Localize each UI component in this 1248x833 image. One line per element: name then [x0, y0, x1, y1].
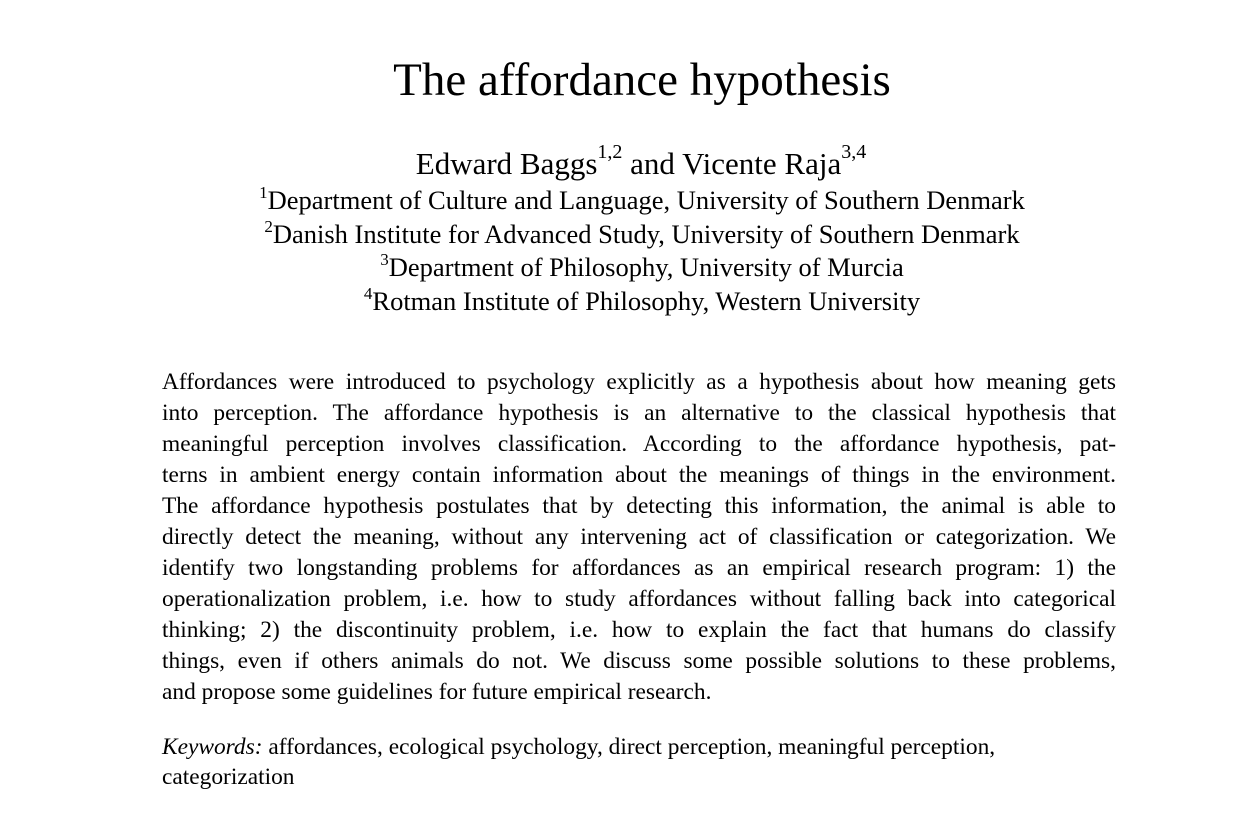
keywords-line: [162, 732, 1122, 762]
author-affiliation-marker: 3,4: [841, 141, 867, 163]
affiliation: [0, 285, 1248, 319]
keywords: [162, 732, 1122, 792]
keywords-label: Keywords:: [162, 734, 263, 760]
affiliation-number: 2: [264, 216, 273, 236]
abstract-line: identify two longstanding problems for affordances as an empirical research program: 1) the: [162, 555, 1116, 581]
abstract-line: thinking; 2) the discontinuity problem, i.e. how to explain the fact that humans do classify: [162, 617, 1116, 643]
author-line: [0, 141, 1248, 183]
affiliation-text: Department of Culture and Language, University of Southern Denmark: [267, 185, 1025, 215]
abstract-line: terns in ambient energy contain information about the meanings of things in the environment.: [162, 462, 1116, 488]
abstract-line: things, even if others animals do not. We discuss some possible solutions to these problems,: [162, 648, 1116, 674]
author-name: Edward Baggs: [415, 146, 598, 181]
abstract-line: directly detect the meaning, without any intervening act of classification or categorization. We: [162, 524, 1116, 550]
affiliation-text: Department of Philosophy, University of Murcia: [388, 252, 904, 283]
abstract-line: meaningful perception involves classification. According to the affordance hypothesis, pat-: [162, 431, 1116, 457]
abstract-line: operationalization problem, i.e. how to study affordances without falling back into categorical: [162, 586, 1116, 612]
affiliation-number: 1: [259, 183, 268, 202]
keywords-text: affordances, ecological psychology, direct perception, meaningful perception,: [262, 734, 996, 760]
abstract-line: into perception. The affordance hypothesis is an alternative to the classical hypothesis that: [162, 400, 1116, 426]
abstract-line: Affordances were introduced to psychology explicitly as a hypothesis about how meaning gets: [162, 369, 1116, 395]
abstract-line: The affordance hypothesis postulates that by detecting this information, the animal is able to: [162, 493, 1116, 519]
keywords-line: categorization: [162, 764, 295, 790]
affiliation: [0, 184, 1248, 218]
affiliation-number: 4: [363, 283, 373, 303]
abstract: [162, 367, 1116, 708]
affiliation-text: Danish Institute for Advanced Study, University of Southern Denmark: [272, 218, 1020, 249]
abstract-line: and propose some guidelines for future empirical research.: [162, 679, 712, 705]
affiliations: [0, 184, 1248, 318]
affiliation-text: Rotman Institute of Philosophy, Western University: [372, 285, 921, 316]
affiliation: [0, 218, 1248, 252]
author-name: Vicente Raja: [682, 146, 842, 181]
affiliation: [0, 251, 1248, 285]
author-conjunction: and: [630, 146, 675, 181]
author-affiliation-marker: 1,2: [597, 141, 623, 163]
affiliation-number: 3: [380, 250, 389, 270]
paper-title: The affordance hypothesis: [393, 54, 891, 106]
